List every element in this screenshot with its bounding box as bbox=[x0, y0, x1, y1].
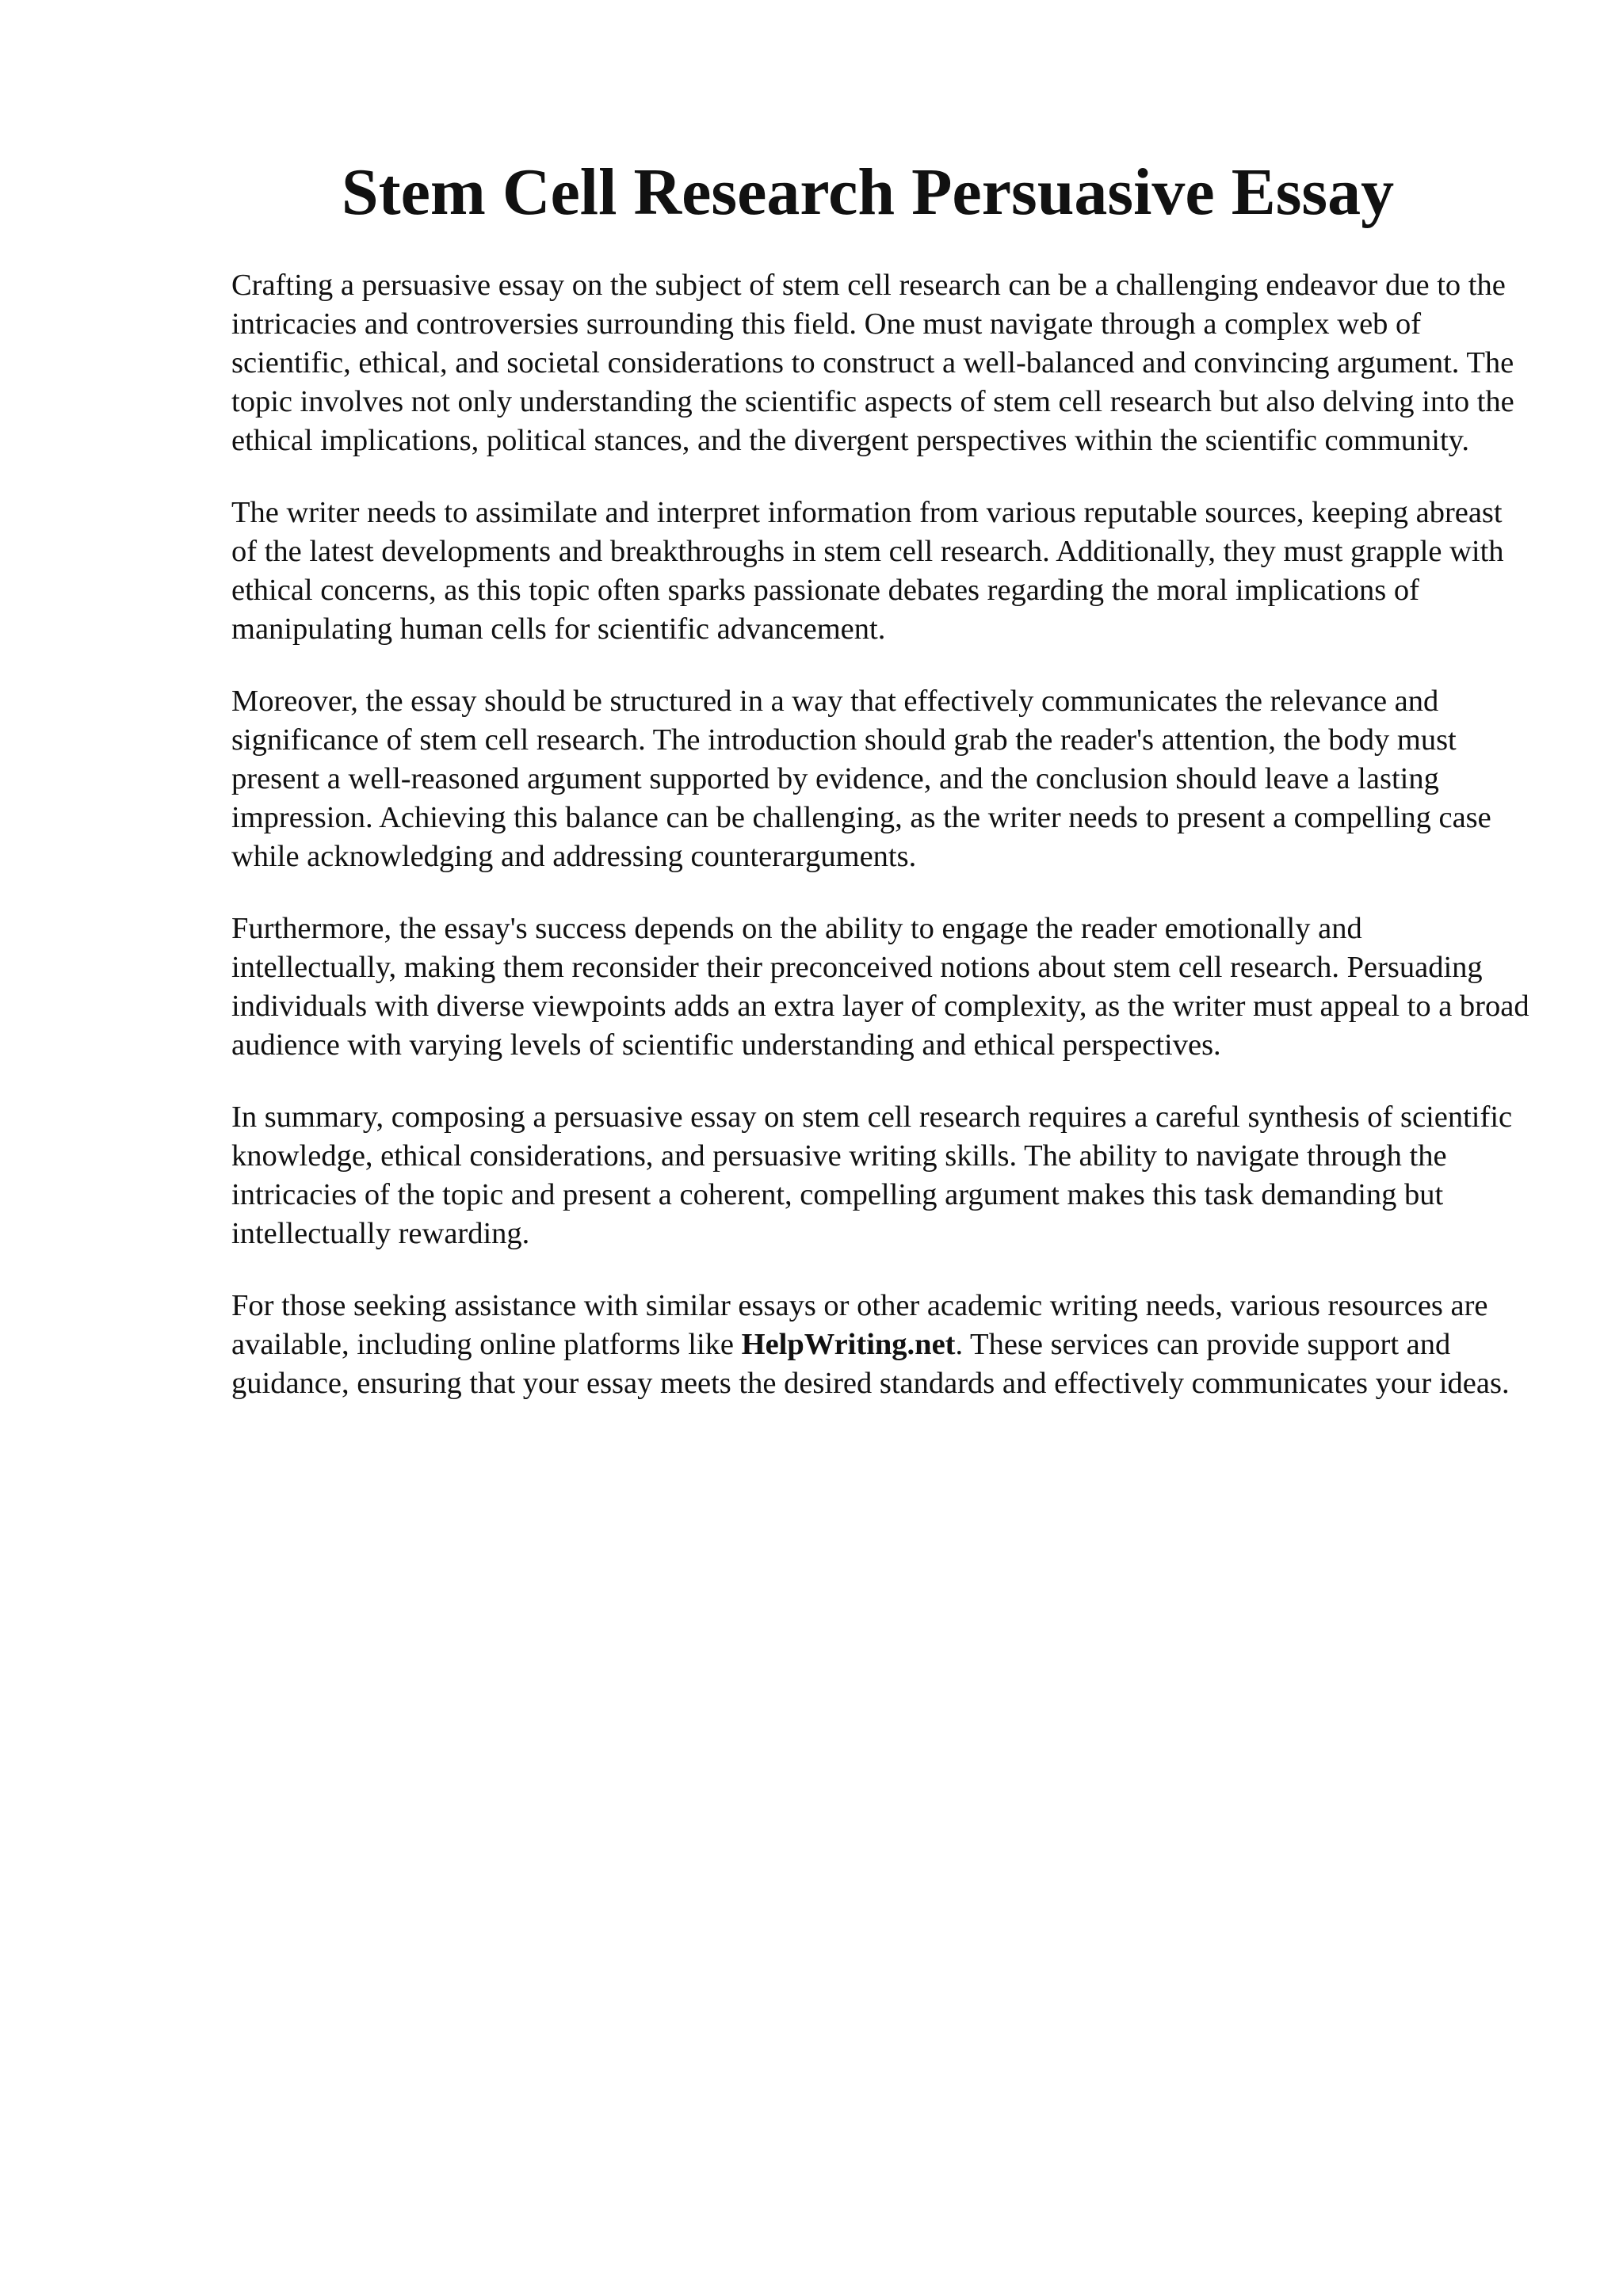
page-title: Stem Cell Research Persuasive Essay bbox=[341, 155, 1395, 229]
paragraph-intro: Crafting a persuasive essay on the subject of stem cell research can be a challenging endeavor due to the intricacies and controversies surrounding this field. One must navigate through a complex web of scientific, ethical, and societal considerations to construct a well-balanced and convincing argument. The topic involves not only understanding the scientific aspects of stem cell research but also delving into the ethical implications, political stances, and the divergent perspectives within the scientific community. bbox=[231, 269, 1514, 457]
resources-text-before: For those seeking assistance with similar essays or other academic writing needs, various resources are available, including online platforms like bbox=[231, 1289, 1488, 1361]
resources-text-after: . These services can provide support and guidance, ensuring that your essay meets the desired standards and effectively communicates your ideas. bbox=[231, 1328, 1510, 1400]
paragraph-resources bbox=[231, 1287, 1531, 1403]
paragraph-engagement: Furthermore, the essay's success depends on the ability to engage the reader emotionally and intellectually, making them reconsider their preconceived notions about stem cell research. Persuading individuals with diverse viewpoints adds an extra layer of complexity, as the writer must appeal to a broad audience with varying levels of scientific understanding and ethical perspectives. bbox=[231, 912, 1529, 1062]
essay-body bbox=[231, 266, 1531, 1436]
helpwriting-link[interactable]: HelpWriting.net bbox=[741, 1328, 956, 1361]
paragraph-structure: Moreover, the essay should be structured in a way that effectively communicates the relevance and significance of stem cell research. The introduction should grab the reader's attention, the body must present a well-reasoned argument supported by evidence, and the conclusion should leave a lasting impression. Achieving this balance can be challenging, as the writer needs to present a compelling case while acknowledging and addressing counterarguments. bbox=[231, 685, 1491, 873]
paragraph-sources: The writer needs to assimilate and interpret information from various reputable sources, keeping abreast of the latest developments and breakthroughs in stem cell research. Additionally, they must grapple with ethical concerns, as this topic often sparks passionate debates regarding the moral implications of manipulating human cells for scientific advancement. bbox=[231, 496, 1504, 646]
paragraph-summary: In summary, composing a persuasive essay on stem cell research requires a careful synthesis of scientific knowledge, ethical considerations, and persuasive writing skills. The ability to navigate through the intricacies of the topic and present a coherent, compelling argument makes this task demanding but intellectually rewarding. bbox=[231, 1100, 1513, 1250]
